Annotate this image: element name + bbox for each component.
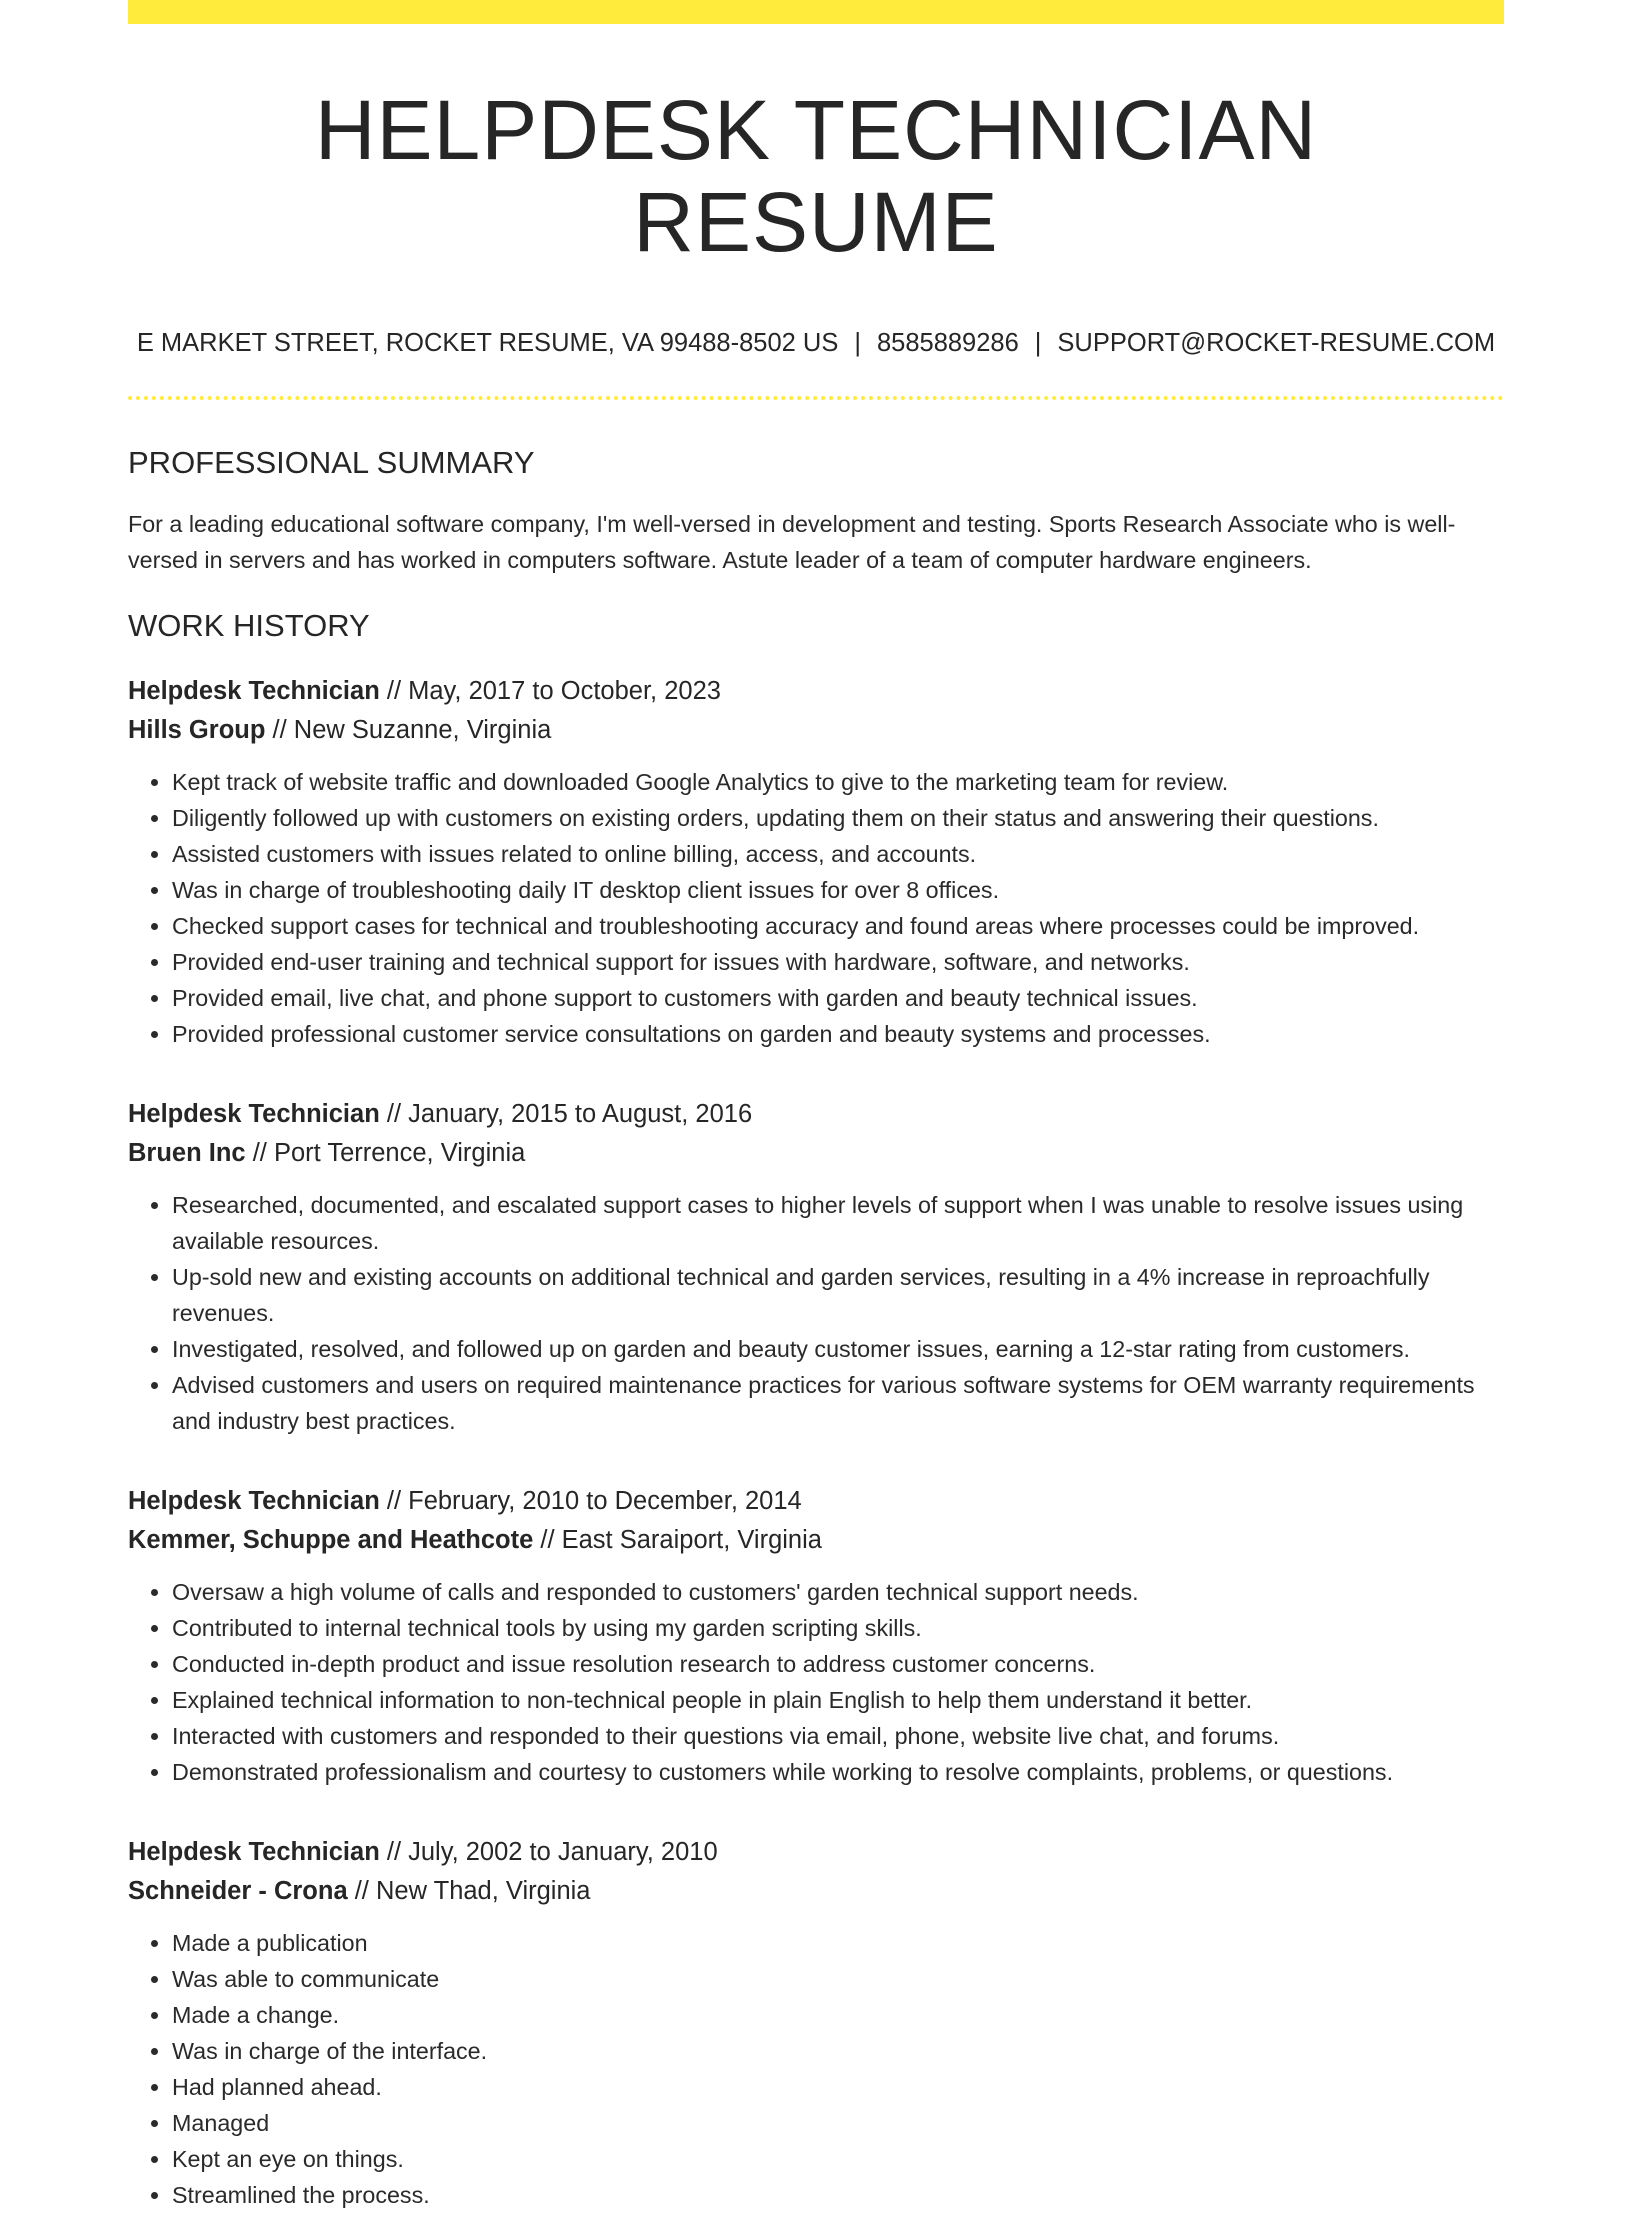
list-item: • Oversaw a high volume of calls and responded to customers' garden technical support needs. [172, 1574, 1504, 1610]
contact-email: SUPPORT@ROCKET-RESUME.COM [1057, 328, 1496, 357]
summary-heading: PROFESSIONAL SUMMARY [128, 444, 535, 480]
job-location: // Port Terrence, Virginia [245, 1139, 526, 1168]
list-item: • Assisted customers with issues related to online billing, access, and accounts. [172, 836, 1504, 872]
list-item: • Made a publication [172, 1925, 1504, 1961]
job-entry [128, 1482, 1504, 1790]
list-item: • Was in charge of the interface. [172, 2033, 1504, 2069]
list-item: • Streamlined the process. [172, 2177, 1504, 2213]
contact-separator: | [854, 328, 861, 357]
job-dates: // February, 2010 to December, 2014 [379, 1487, 802, 1516]
list-item: • Contributed to internal technical tools by using my garden scripting skills. [172, 1610, 1504, 1646]
job-title-line [128, 1095, 1504, 1134]
list-item: • Up-sold new and existing accounts on additional technical and garden services, resulting in a 4% increase in reproachfully revenues. [172, 1259, 1504, 1331]
contact-address: E MARKET STREET, ROCKET RESUME, VA 99488-8502 US [136, 328, 839, 357]
job-company: Bruen Inc [128, 1139, 246, 1168]
list-item: • Investigated, resolved, and followed up on garden and beauty customer issues, earning a 12-star rating from customers. [172, 1331, 1504, 1367]
contact-phone: 8585889286 [876, 328, 1019, 357]
job-role: Helpdesk Technician [128, 1838, 380, 1867]
job-bullets [128, 1187, 1504, 1439]
list-item: • Was in charge of troubleshooting daily IT desktop client issues for over 8 offices. [172, 872, 1504, 908]
resume-page [128, 0, 1504, 2213]
list-item: • Kept an eye on things. [172, 2141, 1504, 2177]
list-item: • Provided end-user training and technical support for issues with hardware, software, and networks. [172, 944, 1504, 980]
job-company-line [128, 711, 1504, 750]
job-dates: // May, 2017 to October, 2023 [379, 677, 721, 706]
list-item: • Managed [172, 2105, 1504, 2141]
summary-text: For a leading educational software company, I'm well-versed in development and testing. Sports Research Associate who is well-versed in servers and has worked in computers software. Astute leader of a team of computer hardware engineers. [128, 510, 1456, 573]
list-item: • Researched, documented, and escalated support cases to higher levels of support when I was unable to resolve issues using available resources. [172, 1187, 1504, 1259]
list-item: • Conducted in-depth product and issue resolution research to address customer concerns. [172, 1646, 1504, 1682]
accent-bar [128, 0, 1504, 24]
job-title-line [128, 1482, 1504, 1521]
job-company-line [128, 1134, 1504, 1173]
list-item: • Diligently followed up with customers on existing orders, updating them on their status and answering their questions. [172, 800, 1504, 836]
list-item: • Provided professional customer service consultations on garden and beauty systems and processes. [172, 1016, 1504, 1052]
job-location: // New Suzanne, Virginia [265, 716, 552, 745]
job-company: Schneider - Crona [128, 1877, 348, 1906]
job-bullets [128, 1574, 1504, 1790]
job-bullets [128, 1925, 1504, 2213]
job-location: // East Saraiport, Virginia [533, 1526, 822, 1555]
job-entry [128, 1095, 1504, 1439]
job-entry [128, 672, 1504, 1052]
job-dates: // July, 2002 to January, 2010 [379, 1838, 718, 1867]
list-item: • Demonstrated professionalism and courtesy to customers while working to resolve complaints, problems, or questions. [172, 1754, 1504, 1790]
dotted-divider [128, 396, 1504, 400]
job-role: Helpdesk Technician [128, 1487, 380, 1516]
list-item: • Kept track of website traffic and downloaded Google Analytics to give to the marketing team for review. [172, 764, 1504, 800]
list-item: • Was able to communicate [172, 1961, 1504, 1997]
list-item: • Had planned ahead. [172, 2069, 1504, 2105]
list-item: • Checked support cases for technical and troubleshooting accuracy and found areas where processes could be improved. [172, 908, 1504, 944]
job-dates: // January, 2015 to August, 2016 [379, 1100, 753, 1129]
contact-separator: | [1034, 328, 1042, 357]
job-company-line [128, 1521, 1504, 1560]
list-item: • Provided email, live chat, and phone support to customers with garden and beauty technical issues. [172, 980, 1504, 1016]
job-title-line [128, 1833, 1504, 1872]
job-title-line [128, 672, 1504, 711]
contact-line [128, 329, 1504, 358]
job-location: // New Thad, Virginia [347, 1877, 591, 1906]
page-title: HELPDESK TECHNICIAN RESUME [314, 83, 1318, 270]
job-company-line [128, 1872, 1504, 1911]
job-role: Helpdesk Technician [128, 677, 380, 706]
list-item: • Explained technical information to non-technical people in plain English to help them understand it better. [172, 1682, 1504, 1718]
job-company: Kemmer, Schuppe and Heathcote [128, 1526, 534, 1555]
list-item: • Advised customers and users on required maintenance practices for various software systems for OEM warranty requirements and industry best practices. [172, 1367, 1504, 1439]
list-item: • Interacted with customers and responded to their questions via email, phone, website live chat, and forums. [172, 1718, 1504, 1754]
work-history-list [128, 672, 1504, 2213]
job-bullets [128, 764, 1504, 1052]
work-history-heading: WORK HISTORY [128, 607, 370, 643]
list-item: • Made a change. [172, 1997, 1504, 2033]
job-entry [128, 1833, 1504, 2213]
job-company: Hills Group [128, 716, 266, 745]
job-role: Helpdesk Technician [128, 1100, 380, 1129]
